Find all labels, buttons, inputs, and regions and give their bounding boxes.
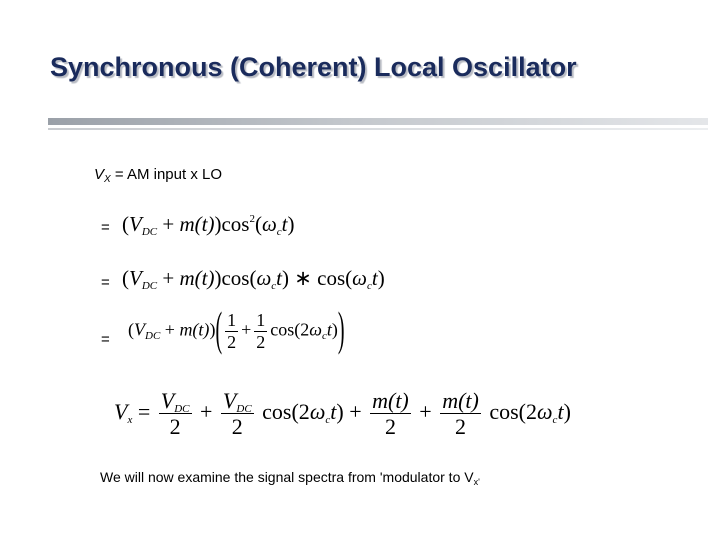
omega-symbol: ω [309,319,322,340]
convolution-operator: ∗ [294,266,312,290]
mt-term: m(t) [442,388,479,413]
vx-subscript: X [104,174,111,185]
equation-3: $(V_{DC} + m(t))$( $\frac{1}{2}$ + $\frac{1}{2}$ $\cos(2\omega_ct)$) [128,303,345,357]
t-symbol: t [330,398,337,424]
vdc-subscript: DC [141,280,158,292]
vdc-subscript: DC [141,226,158,238]
vx-definition [94,166,222,183]
t-symbol: t [557,398,564,424]
fraction-denominator: 2 [227,331,237,352]
fraction-numerator: 1 [227,310,237,330]
footer-note [100,469,480,485]
vdc-symbol: V [160,388,175,413]
cos-fn: cos [317,266,346,290]
fraction-denominator: 2 [169,414,181,440]
cos-fn: cos [221,212,250,236]
omega-subscript: c [325,413,331,426]
vdc-subscript: DC [236,403,252,415]
equation-2: (VDC + m(t))cos(ωct) ∗ cos(ωct) [122,266,385,292]
fraction-denominator: 2 [256,331,266,352]
t-symbol: t [281,212,288,236]
vdc-subscript: DC [145,330,161,343]
vdc-symbol: V [134,319,145,340]
equation-4: Vx = $\frac{\text{VDC}}{2}$ + $\frac{\text{VDC}}{2}$ cos(2ωct) + $\frac{m(t)}{2}$ + $\frac{m(t)}{2}$ cos(2ωct) [114,388,571,440]
title-rule-thin [48,128,708,130]
footer-text: We will now examine the signal spectra from 'modulator to V [100,469,474,485]
vx-subscript: x [127,413,133,426]
fraction-denominator: 2 [231,414,243,440]
equals-sign-2: = [101,274,110,291]
square-exponent: 2 [249,213,255,225]
omega-subscript: c [552,413,558,426]
omega-subscript: c [366,280,372,292]
omega-subscript: c [276,226,282,238]
vdc-symbol: V [222,388,237,413]
t-symbol: t [326,319,332,340]
fraction-denominator: 2 [455,414,467,440]
cos2-fn: cos(2 [489,398,537,424]
cos2-fn: cos(2 [262,398,310,424]
vdc-symbol: V [129,266,142,290]
vx-symbol: V [94,166,105,183]
fraction-denominator: 2 [384,414,396,440]
omega-symbol: ω [256,266,272,290]
omega-subscript: c [271,280,277,292]
mt-term: m(t) [179,319,210,340]
mt-term: m(t) [179,212,215,236]
vx-symbol: V [114,398,128,424]
cos-fn: cos [221,266,250,290]
omega-subscript: c [321,330,327,343]
t-symbol: t [371,266,378,290]
equation-1: $(VDC + m(t))\cos^2(\omega ct)$ [122,212,295,238]
t-symbol: t [276,266,283,290]
omega-symbol: ω [309,398,326,424]
footer-subscript: x' [473,477,480,487]
omega-symbol: ω [537,398,553,424]
cos2-fn: cos(2 [270,319,310,340]
vdc-symbol: V [129,212,142,236]
slide-title: Synchronous (Coherent) Local Oscillator [50,52,577,82]
vx-definition-text: = AM input x LO [110,166,222,183]
omega-symbol: ω [352,266,367,290]
mt-term: m(t) [372,388,409,413]
mt-term: m(t) [179,266,215,290]
title-rule [48,118,708,125]
vdc-subscript: DC [174,403,190,415]
equals-sign-3: = [101,331,110,348]
omega-symbol: ω [261,212,277,236]
equals-sign-1: = [101,219,110,236]
fraction-numerator: 1 [256,310,266,330]
